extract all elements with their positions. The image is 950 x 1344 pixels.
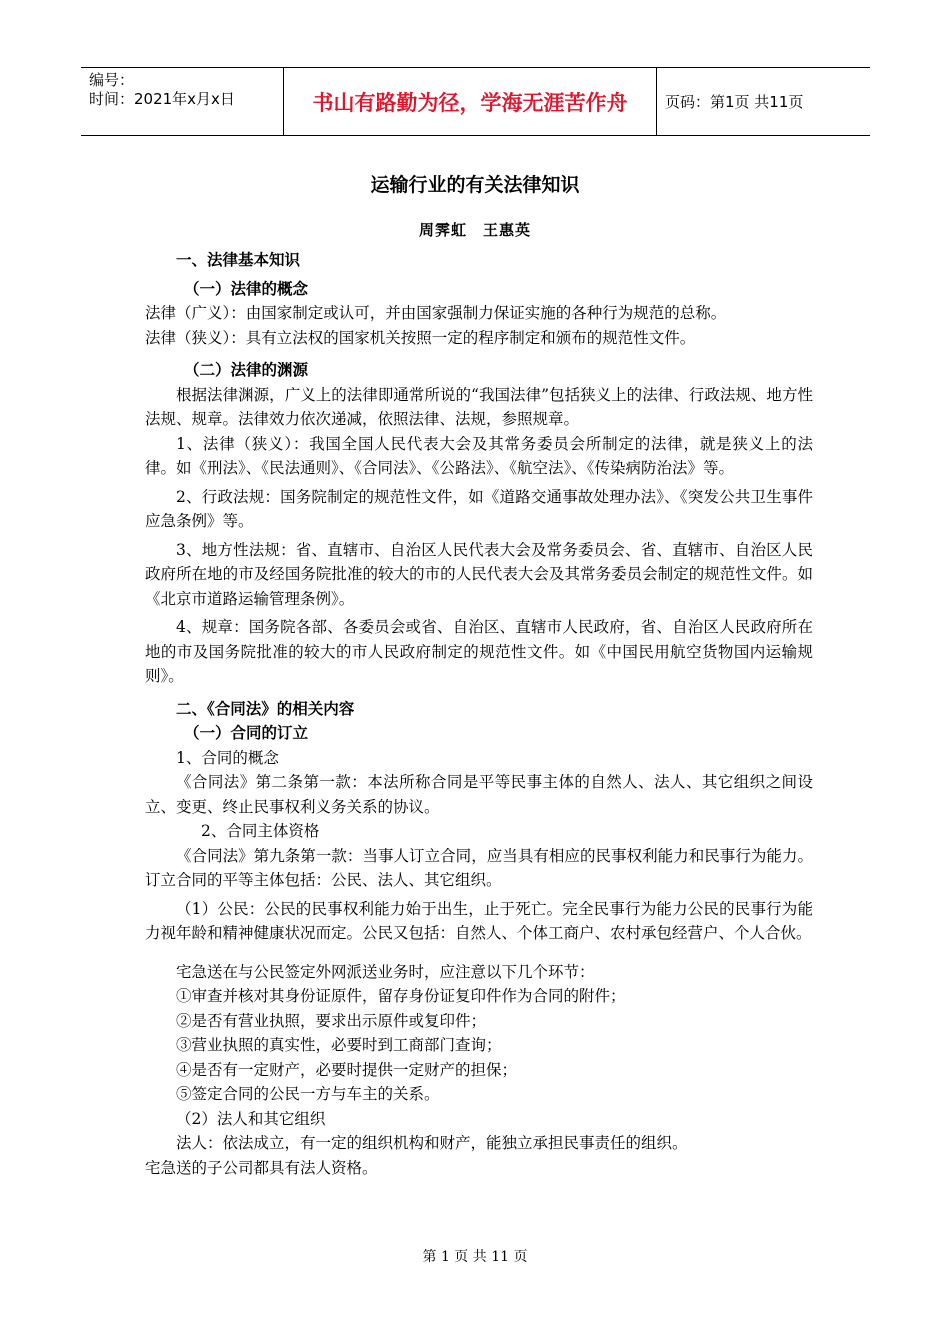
paragraph: 法律（广义）：由国家制定或认可，并由国家强制力保证实施的各种行为规范的总称。	[145, 304, 727, 322]
list-item: ④是否有一定财产，必要时提供一定财产的担保；	[176, 1060, 518, 1079]
paragraph: 宅急送的子公司都具有法人资格。	[145, 1158, 378, 1177]
paragraph: 3、地方性法规：省、直辖市、自治区人民代表大会及常务委员会、省、直辖市、自治区人民政府所在地的市及经国务院批准的较大的市的人民代表大会及其常务委员会制定的规范性文件。如《北京市道路运输管理条例》。	[145, 540, 813, 608]
paragraph: （2）法人和其它组织	[176, 1109, 326, 1128]
section-heading: 一、法律基本知识	[176, 251, 301, 269]
paragraph: 2、行政法规：国务院制定的规范性文件，如《道路交通事故处理办法》、《突发公共卫生事件应急条例》等。	[145, 487, 813, 530]
document-number: 编号：	[89, 71, 135, 89]
subsection-heading: （二）法律的渊源	[184, 361, 309, 379]
paragraph: 《合同法》第九条第一款：当事人订立合同，应当具有相应的民事权利能力和民事行为能力。订立合同的平等主体包括：公民、法人、其它组织。	[145, 846, 813, 889]
paragraph: 法律（狭义）：具有立法权的国家机关按照一定的程序制定和颁布的规范性文件。	[145, 328, 696, 347]
list-item: ③营业执照的真实性，必要时到工商部门查询；	[176, 1036, 502, 1054]
section-heading: 二、《合同法》的相关内容	[176, 699, 355, 718]
document-body	[145, 248, 813, 1180]
document-title: 运输行业的有关法律知识	[370, 174, 580, 196]
paragraph: 《合同法》第二条第一款：本法所称合同是平等民事主体的自然人、法人、其它组织之间设立、变更、终止民事权利义务关系的协议。	[145, 773, 813, 816]
paragraph: （1）公民：公民的民事权利能力始于出生，止于死亡。完全民事行为能力公民的民事行为能力视年龄和精神健康状况而定。公民又包括：自然人、个体工商户、农村承包经营户、个人合伙。	[145, 899, 813, 942]
paragraph: 法人：依法成立，有一定的组织机构和财产，能独立承担民事责任的组织。	[176, 1134, 688, 1152]
header-table	[81, 67, 870, 136]
list-item: ①审查并核对其身份证原件，留存身份证复印件作为合同的附件；	[176, 987, 626, 1005]
author-1: 周霁虹	[418, 221, 467, 239]
paragraph: 2、合同主体资格	[201, 822, 320, 840]
document-date: 时间：2021年x月x日	[89, 90, 235, 108]
paragraph: 1、法律（狭义）：我国全国人民代表大会及其常务委员会所制定的法律，就是狭义上的法律。如《刑法》、《民法通则》、《合同法》、《公路法》、《航空法》、《传染病防治法》等。	[145, 434, 813, 477]
paragraph: 4、规章：国务院各部、各委员会或省、自治区、直辖市人民政府，省、自治区人民政府所在地的市及国务院批准的较大的市人民政府制定的规范性文件。如《中国民用航空货物国内运输规则》。	[145, 618, 813, 685]
subsection-heading: （一）合同的订立	[184, 724, 309, 742]
header-left-cell	[81, 68, 283, 135]
list-item: ②是否有营业执照，要求出示原件或复印件；	[176, 1011, 487, 1030]
subsection-heading: （一）法律的概念	[184, 279, 309, 298]
paragraph: 宅急送在与公民签定外网派送业务时，应注意以下几个环节：	[176, 962, 595, 981]
header-page-info: 页码：第1页 共11页	[665, 93, 804, 111]
page-footer: 第 1 页 共 11 页	[422, 1249, 528, 1265]
paragraph: 根据法律渊源，广义上的法律即通常所说的“我国法律”包括狭义上的法律、行政法规、地方性法规、规章。法律效力依次递减，依照法律、法规，参照规章。	[145, 385, 813, 428]
author-2: 王惠英	[483, 221, 532, 239]
paragraph: 1、合同的概念	[176, 748, 279, 767]
authors	[0, 219, 950, 240]
header-motto: 书山有路勤为径，学海无涯苦作舟	[283, 68, 657, 135]
list-item: ⑤签定合同的公民一方与车主的关系。	[176, 1085, 440, 1103]
